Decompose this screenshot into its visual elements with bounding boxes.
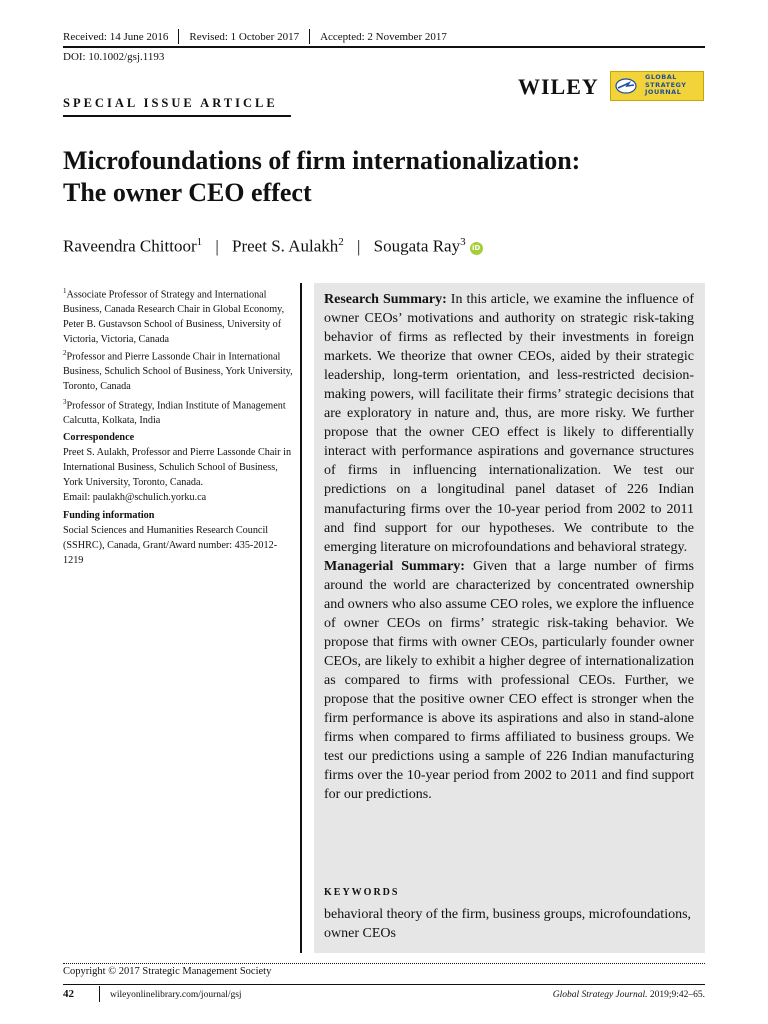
footer-rule <box>63 984 705 985</box>
accepted-date: Accepted: 2 November 2017 <box>320 30 447 43</box>
copyright: Copyright © 2017 Strategic Management Society <box>63 966 272 977</box>
keywords-text: behavioral theory of the firm, business groups, microfoundations, owner CEOs <box>324 907 692 941</box>
affiliation <box>63 395 295 428</box>
research-summary-label: Research Summary: <box>324 292 447 307</box>
managerial-summary-label: Managerial Summary: <box>324 558 465 574</box>
author-name[interactable]: Preet S. Aulakh <box>232 236 339 256</box>
keywords-heading: KEYWORDS <box>324 887 400 898</box>
author-name[interactable]: Raveendra Chittoor <box>63 236 197 256</box>
affiliation-text: Professor and Pierre Lassonde Chair in International Business, Schulich School of Business, York University, Toronto, Canada <box>63 351 293 393</box>
author-affiliation-marker: 3 <box>460 236 466 248</box>
article-type-rule <box>63 115 291 117</box>
divider <box>178 29 179 44</box>
abstract-box <box>314 283 705 953</box>
affiliation-marker: 3 <box>63 398 67 406</box>
header-rule <box>63 46 705 48</box>
column-divider <box>300 283 302 953</box>
journal-reference: 2019;9:42–65. <box>647 990 705 1000</box>
page-number: 42 <box>63 988 74 1000</box>
abstract-text <box>324 290 694 804</box>
revised-date: Revised: 1 October 2017 <box>189 30 300 43</box>
author-name[interactable]: Sougata Ray <box>373 236 461 256</box>
publication-history <box>63 29 447 44</box>
managerial-summary-text: Given that a large number of firms around the world are characterized by concentrated ownership and owners who also assume CEO roles, we explore the influence of owner CEOs on firms’ strategic risk-taking behavior. We propose that firms with owner CEOs, particularly founder owner CEOs, are likely to exhibit a higher degree of internationalization as compared to firms with professional CEOs. Further, we propose that the positive owner CEO effect is stronger when the firm performance is above its aspirations and also in stand-alone firms when compared to firms affiliated to business groups. We test our predictions using a sample of 226 Indian manufacturing firms over the 10-year period from 2002 to 2011 and find support for our predictions. <box>324 558 694 803</box>
affiliation-text: Associate Professor of Strategy and International Business, Canada Research Chair in Global Economy, Peter B. Gustavson School of Business, University of Victoria, Victoria, Canada <box>63 289 285 346</box>
journal-website[interactable]: wileyonlinelibrary.com/journal/gsj <box>110 990 242 1000</box>
journal-logo <box>610 71 704 101</box>
orcid-icon[interactable]: iD <box>470 242 483 255</box>
affiliation-text: Professor of Strategy, Indian Institute of Management Calcutta, Kolkata, India <box>63 400 286 427</box>
correspondence <box>63 430 295 505</box>
globe-arrow-icon <box>615 77 637 95</box>
funding-heading: Funding information <box>63 510 155 521</box>
doi: DOI: 10.1002/gsj.1193 <box>63 51 165 63</box>
affiliation <box>63 284 295 347</box>
journal-logo-text: GLOBAL STRATEGY JOURNAL <box>645 73 687 96</box>
title-line-1: Microfoundations of firm internationalization: <box>63 146 581 175</box>
article-title <box>63 145 713 209</box>
journal-citation <box>553 990 705 1000</box>
author-list <box>63 236 483 257</box>
managerial-summary <box>324 557 694 805</box>
research-summary <box>324 290 694 557</box>
divider <box>309 29 310 44</box>
footer-dotted-rule <box>63 963 705 964</box>
title-line-2: The owner CEO effect <box>63 178 312 207</box>
author-affiliation-marker: 1 <box>196 236 203 248</box>
article-type: SPECIAL ISSUE ARTICLE <box>63 96 278 110</box>
affiliation-marker: 2 <box>63 349 67 357</box>
author-affiliation-marker: 2 <box>338 236 344 248</box>
journal-name: Global Strategy Journal. <box>552 990 648 1000</box>
affiliation <box>63 346 295 394</box>
affiliation-marker: 1 <box>63 287 67 295</box>
correspondence-heading: Correspondence <box>63 432 135 443</box>
correspondence-email[interactable]: Email: paulakh@schulich.yorku.ca <box>63 492 207 503</box>
wiley-logo: WILEY <box>518 74 599 99</box>
author-separator: | <box>215 236 219 256</box>
author-separator: | <box>357 236 361 256</box>
funding-information <box>63 508 295 568</box>
divider <box>99 986 100 1002</box>
research-summary-text: In this article, we examine the influence of owner CEOs’ motivations and authority on strategic risk-taking behavior of firms as reflected by their investments in foreign markets. We theorize that owner CEOs, aided by their strategic leadership, long-term orientation, and less-restricted decision-making powers, will facilitate their firms’ strategic decisions that are exploratory in nature and, thus, are more risky. We further propose that the owner CEO effect is likely to differentially interact with performance aspirations and governance structures of firms in influencing internationalization. We test our predictions on a longitudinal panel dataset of 226 Indian manufacturing firms over the 10-year period from 2002 to 2011 and find support for our hypotheses. We contribute to the emerging literature on microfoundations and behavioral strategy. <box>324 292 694 555</box>
correspondence-text: Preet S. Aulakh, Professor and Pierre Lassonde Chair in International Business, Schulich School of Business, York University, Toronto, Canada. <box>63 447 292 488</box>
received-date: Received: 14 June 2016 <box>63 30 169 43</box>
funding-text: Social Sciences and Humanities Research Council (SSHRC), Canada, Grant/Award number: 435-2012-1219 <box>63 525 278 566</box>
